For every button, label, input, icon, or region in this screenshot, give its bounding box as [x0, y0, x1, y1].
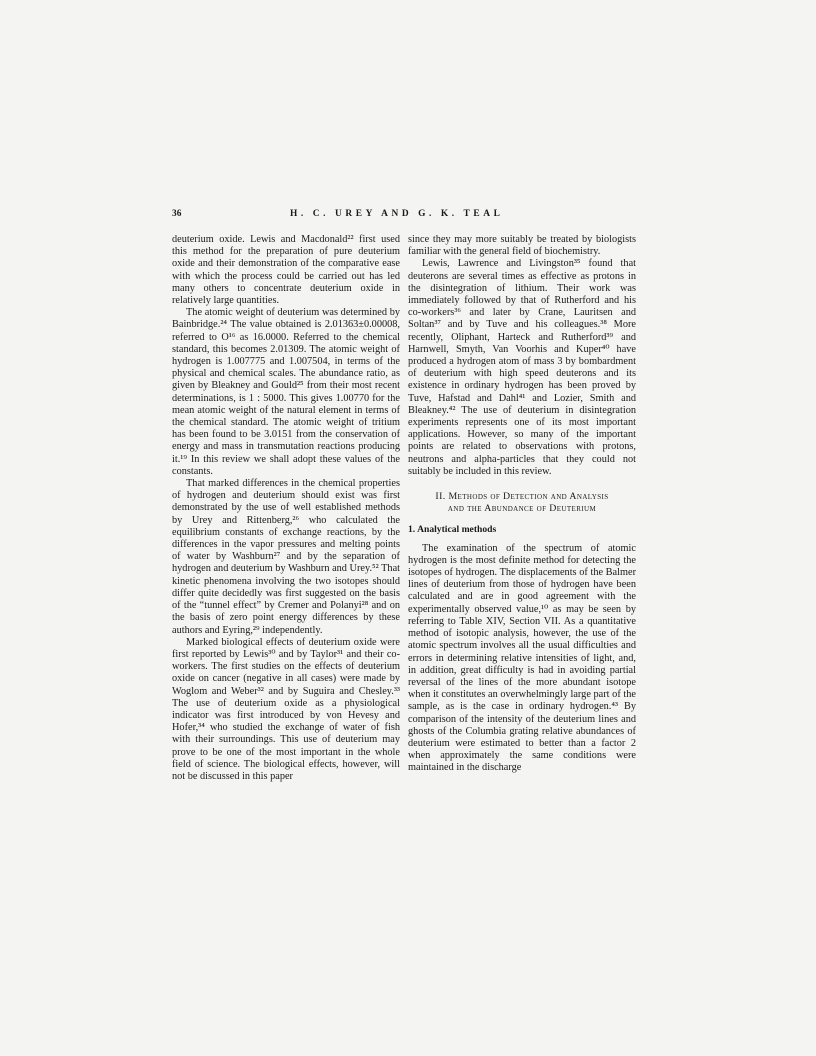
paragraph: The atomic weight of deuterium was determined by Bainbridge.²⁴ The value obtained is 2.01363±0.00008, referred to O¹⁶ as 16.0000. Referred to the chemical standard, this becomes 2.01309. The atomic weight of hydrogen is 1.007775 and 1.007504, in terms of the physical and chemical scales. The abundance ratio, as given by Bleakney and Gould²⁵ from their most recent determinations, is 1 : 5000. This gives 1.00770 for the mean atomic weight of the natural element in terms of the chemical standard. The atomic weight of tritium has been found to be 3.0151 from the conservation of energy and mass in transmutation reactions producing it.¹⁹ In this review we shall adopt these values of the constants.: [172, 307, 400, 477]
paragraph: That marked differences in the chemical properties of hydrogen and deuterium should exist was first demonstrated by the use of well established methods by Urey and Rittenberg,²⁶ who calculated the equilibrium constants of exchange reactions, by the differences in the vapor pressures and melting points of water by Washburn²⁷ and by the separation of hydrogen and deuterium by Washburn and Urey.⁵² That kinetic phenomena involving the two isotopes should differ quite decidedly was first suggested on the basis of the “tunnel effect” by Cremer and Polanyi²⁸ and on the basis of zero point energy differences by these authors and Eyring,²⁹ independently.: [172, 478, 400, 636]
paragraph: since they may more suitably be treated by biologists familiar with the general field of biochemistry.: [408, 234, 636, 258]
section-heading-line: and the Abundance of Deuterium: [447, 503, 597, 515]
paragraph: deuterium oxide. Lewis and Macdonald²² first used this method for the preparation of pure deuterium oxide and their demonstration of the comparative ease with which the process could be carried out has led many others to concentrate deuterium oxide in relatively large quantities.: [172, 234, 400, 307]
subsection-heading: 1. Analytical methods: [408, 524, 497, 536]
section-heading: [408, 491, 636, 515]
paragraph: Lewis, Lawrence and Livingston³⁵ found that deuterons are several times as effective as protons in the disintegration of lithium. Their work was immediately followed by that of Rutherford and his co-workers³⁶ and later by Crane, Lauritsen and Soltan³⁷ and by Tuve and his colleagues.³⁸ More recently, Oliphant, Harteck and Rutherford³⁹ and Harnwell, Smyth, Van Voorhis and Kuper⁴⁰ have produced a hydrogen atom of mass 3 by bombardment of deuterium with high speed deuterons and its existence in ordinary hydrogen has been proved by Tuve, Hafstad and Dahl⁴¹ and Lozier, Smith and Bleakney.⁴² The use of deuterium in disintegration experiments represents one of its most important applications. However, so many of the important points are related to observations with protons, neutrons and alpha-particles that they could not suitably be included in this review.: [408, 258, 636, 477]
left-column: [172, 234, 400, 783]
running-title: H. C. UREY AND G. K. TEAL: [290, 209, 504, 219]
right-column: [408, 234, 636, 775]
section-heading-line: II. Methods of Detection and Analysis: [435, 491, 609, 503]
paragraph: Marked biological effects of deuterium oxide were first reported by Lewis³⁰ and by Taylor³¹ and their co-workers. The first studies on the effects of deuterium oxide on cancer (negative in all cases) were made by Woglom and Weber³² and by Suguira and Chesley.³³ The use of deuterium oxide as a physiological indicator was first introduced by von Hevesy and Hofer,³⁴ who studied the exchange of water of fish with their surroundings. This use of deuterium may prove to be one of the most important in the whole field of science. The biological effects, however, will not be discussed in this paper: [172, 636, 400, 782]
paragraph: The examination of the spectrum of atomic hydrogen is the most definite method for detecting the isotopes of hydrogen. The displacements of the Balmer lines of deuterium from those of hydrogen have been calculated and are in good agreement with the experimentally observed value,¹⁰ as may be seen by referring to Table XIV, Section VII. As a quantitative method of isotopic analysis, however, the use of the atomic spectrum involves all the usual difficulties and errors in determining relative intensities of light, and, in addition, great difficulty is had in avoiding partial reversal of the lines of the more abundant isotope when it constitutes an overwhelmingly large part of the sample, as is the case in ordinary hydrogen.⁴³ By comparison of the intensity of the deuterium lines and ghosts of the Columbia grating relative abundances of deuterium were estimated to better than a factor 2 when approximately the same conditions were maintained in the discharge: [408, 542, 636, 774]
page-header: [172, 209, 634, 223]
page-number: 36: [172, 209, 182, 219]
